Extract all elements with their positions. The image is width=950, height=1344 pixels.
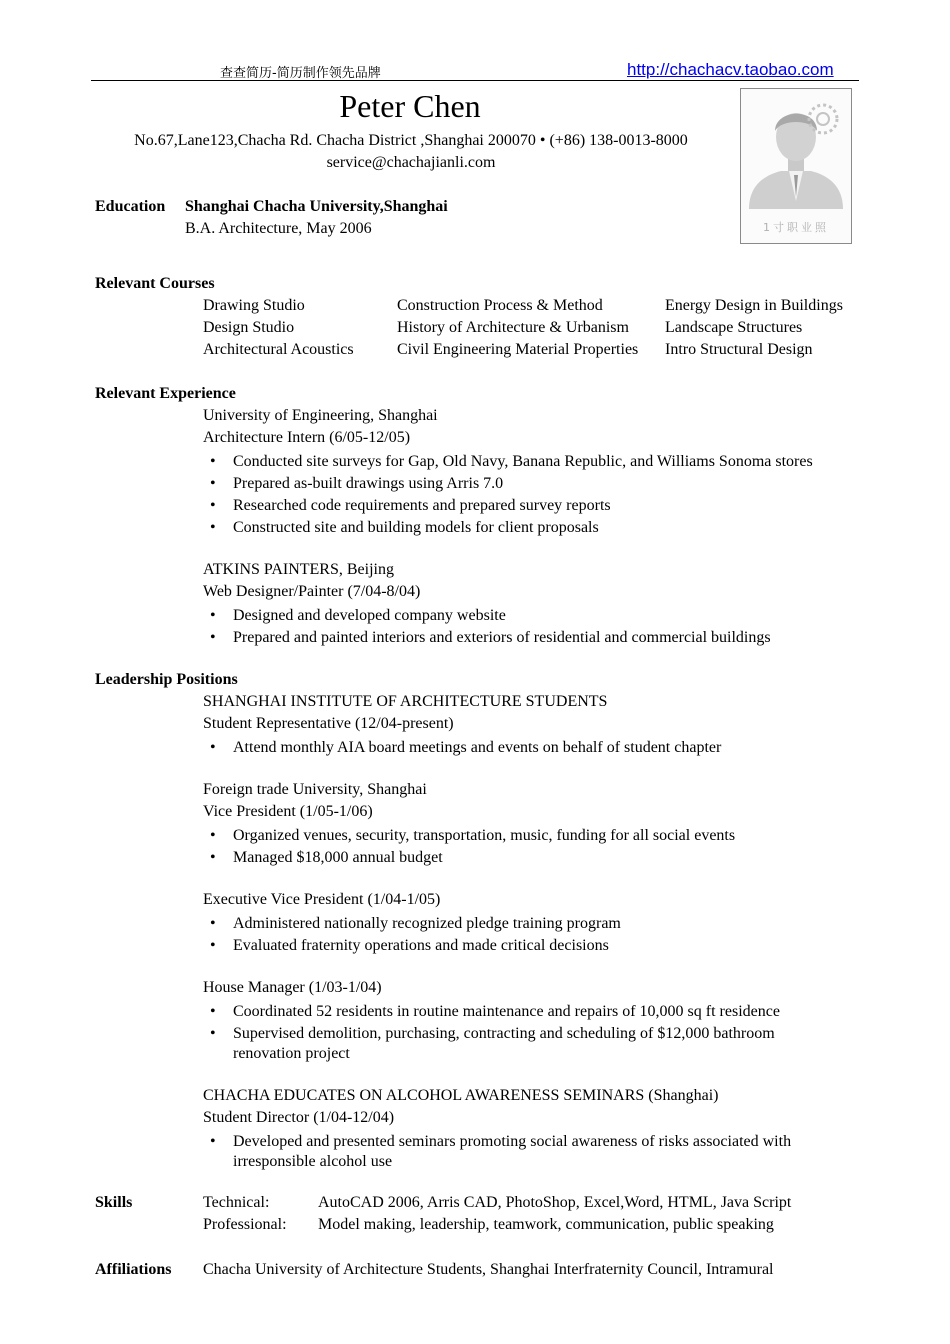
header-brand-text: 查查简历-简历制作领先品牌 xyxy=(220,66,381,81)
bullet-text: Administered nationally recognized pledge training program xyxy=(233,915,621,932)
course-item: Civil Engineering Material Properties xyxy=(397,341,639,358)
bullet-text: Developed and presented seminars promoting social awareness of risks associated with irresponsible alcohol use xyxy=(233,1133,792,1170)
bullet-text: Coordinated 52 residents in routine maintenance and repairs of 10,000 sq ft residence xyxy=(233,1003,780,1020)
bullet-icon: • xyxy=(210,453,216,470)
course-item: Drawing Studio xyxy=(203,297,305,314)
bullet-icon: • xyxy=(210,629,216,646)
bullet-text: Prepared and painted interiors and exteriors of residential and commercial buildings xyxy=(233,629,771,646)
courses-heading: Relevant Courses xyxy=(95,275,215,292)
job-org: University of Engineering, Shanghai xyxy=(203,407,438,424)
bullet-text: Supervised demolition, purchasing, contracting and scheduling of $12,000 bathroom renovation project xyxy=(233,1025,775,1062)
skills-heading: Skills xyxy=(95,1194,133,1211)
bullet-text: Researched code requirements and prepared survey reports xyxy=(233,497,611,514)
leadership-role: House Manager (1/03-1/04) xyxy=(203,979,382,996)
job-role: Architecture Intern (6/05-12/05) xyxy=(203,429,411,446)
bullet-icon: • xyxy=(210,607,216,624)
experience-heading: Relevant Experience xyxy=(95,385,236,402)
affiliations-heading: Affiliations xyxy=(95,1261,172,1278)
bullet-icon: • xyxy=(210,1025,216,1042)
leadership-heading: Leadership Positions xyxy=(95,671,238,688)
job-role: Web Designer/Painter (7/04-8/04) xyxy=(203,583,421,600)
bullet-icon: • xyxy=(210,1133,216,1150)
bullet-icon: • xyxy=(210,937,216,954)
bullet-text: Attend monthly AIA board meetings and events on behalf of student chapter xyxy=(233,739,722,756)
bullet-text: Prepared as-built drawings using Arris 7.0 xyxy=(233,475,504,492)
skills-professional-value: Model making, leadership, teamwork, communication, public speaking xyxy=(318,1216,774,1233)
bullet-text: Managed $18,000 annual budget xyxy=(233,849,443,866)
bullet-icon: • xyxy=(210,497,216,514)
education-degree: B.A. Architecture, May 2006 xyxy=(185,220,372,237)
bullet-text: Organized venues, security, transportation, music, funding for all social events xyxy=(233,827,736,844)
leadership-role: Student Director (1/04-12/04) xyxy=(203,1109,395,1126)
candidate-name: Peter Chen xyxy=(339,88,481,124)
skills-technical-label: Technical: xyxy=(203,1194,270,1211)
header-divider xyxy=(91,80,859,81)
leadership-org: Foreign trade University, Shanghai xyxy=(203,781,427,798)
leadership-role: Vice President (1/05-1/06) xyxy=(203,803,373,820)
bullet-text: Conducted site surveys for Gap, Old Navy, Banana Republic, and Williams Sonoma stores xyxy=(233,453,813,470)
bullet-icon: • xyxy=(210,827,216,844)
email-line: service@chachajianli.com xyxy=(326,154,496,171)
education-heading: Education xyxy=(95,198,166,215)
course-item: Intro Structural Design xyxy=(665,341,813,358)
profile-photo xyxy=(740,88,852,244)
bullet-icon: • xyxy=(210,849,216,866)
contact-block xyxy=(91,130,731,174)
job-org: ATKINS PAINTERS, Beijing xyxy=(203,561,394,578)
course-item: Landscape Structures xyxy=(665,319,803,336)
header-link[interactable]: http://chachacv.taobao.com xyxy=(627,60,834,79)
bullet-icon: • xyxy=(210,519,216,536)
leadership-role: Executive Vice President (1/04-1/05) xyxy=(203,891,441,908)
leadership-role: Student Representative (12/04-present) xyxy=(203,715,454,732)
skills-professional-label: Professional: xyxy=(203,1216,287,1233)
bullet-icon: • xyxy=(210,915,216,932)
bullet-icon: • xyxy=(210,475,216,492)
affiliations-value: Chacha University of Architecture Students, Shanghai Interfraternity Council, Intramural xyxy=(203,1261,774,1278)
education-school: Shanghai Chacha University,Shanghai xyxy=(185,198,448,215)
course-item: Construction Process & Method xyxy=(397,297,603,314)
photo-caption: 1寸职业照 xyxy=(763,221,829,234)
course-item: Design Studio xyxy=(203,319,295,336)
bullet-text: Evaluated fraternity operations and made critical decisions xyxy=(233,937,609,954)
leadership-org: CHACHA EDUCATES ON ALCOHOL AWARENESS SEMINARS (Shanghai) xyxy=(203,1087,719,1104)
person-silhouette-icon xyxy=(741,89,851,219)
skills-technical-value: AutoCAD 2006, Arris CAD, PhotoShop, Excel,Word, HTML, Java Script xyxy=(318,1194,792,1211)
course-item: Architectural Acoustics xyxy=(203,341,354,358)
address-line: No.67,Lane123,Chacha Rd. Chacha District ,Shanghai 200070 • (+86) 138-0013-8000 xyxy=(134,132,688,149)
bullet-icon: • xyxy=(210,739,216,756)
bullet-icon: • xyxy=(210,1003,216,1020)
bullet-text: Constructed site and building models for client proposals xyxy=(233,519,599,536)
course-item: History of Architecture & Urbanism xyxy=(397,319,629,336)
bullet-text: Designed and developed company website xyxy=(233,607,506,624)
leadership-org: SHANGHAI INSTITUTE OF ARCHITECTURE STUDENTS xyxy=(203,693,608,710)
course-item: Energy Design in Buildings xyxy=(665,297,843,314)
